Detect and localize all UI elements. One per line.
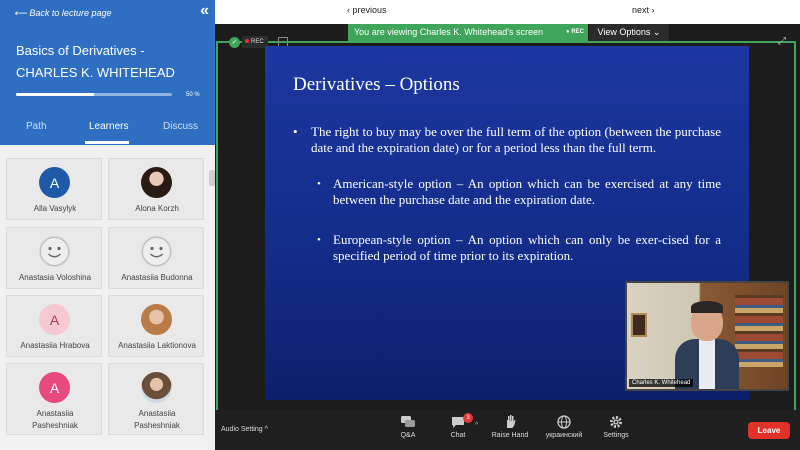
learner-card[interactable] <box>6 158 102 220</box>
course-progress-fill <box>16 93 94 96</box>
learner-name: Anastasia Voloshina <box>18 273 92 282</box>
collapse-sidebar-icon[interactable]: « <box>200 2 209 19</box>
zoom-meeting-window <box>215 24 800 450</box>
arrow-left-icon: ⟵ <box>14 8 27 18</box>
bookshelf <box>735 295 783 367</box>
next-label: next <box>632 5 650 15</box>
learner-card[interactable] <box>6 363 102 435</box>
learner-card[interactable] <box>6 295 102 357</box>
sidebar-header <box>0 0 215 145</box>
leave-button[interactable]: Leave <box>748 422 790 439</box>
smiley-icon <box>141 236 172 267</box>
tab-path[interactable]: Path <box>26 121 47 132</box>
learner-name-line1: Anastasiia <box>138 409 176 418</box>
chevron-right-icon: › <box>649 5 655 15</box>
settings-button[interactable] <box>591 415 641 439</box>
chevron-down-icon: ⌄ <box>652 27 661 37</box>
language-interpretation-button[interactable] <box>539 415 589 439</box>
avatar <box>39 236 70 267</box>
globe-icon <box>539 415 589 430</box>
learner-name: Alla Vasylyk <box>33 204 77 213</box>
audio-setting-label: Audio Setting <box>221 426 263 433</box>
slide-title: Derivatives – Options <box>293 74 460 95</box>
lecture-nav-bar <box>215 0 800 24</box>
banner-rec-label: REC <box>571 29 584 35</box>
speaker-video-tile[interactable] <box>625 281 789 391</box>
slide-sub-bullet-text: American-style option – An option which can be exercised at any time between the purchase date and the expiration date. <box>333 176 721 207</box>
previous-button[interactable] <box>347 5 387 15</box>
view-options-label: View Options <box>597 27 651 37</box>
smiley-icon <box>39 236 70 267</box>
avatar: A <box>39 304 70 335</box>
qa-label: Q&A <box>400 432 416 439</box>
avatar <box>141 167 172 198</box>
sidebar-tabs <box>0 117 215 145</box>
slide-bullet-text: The right to buy may be over the full term of the option (between the purchase date and the expiration date) or for a period less than the full term. <box>311 124 721 155</box>
audio-setting-button[interactable] <box>221 426 268 433</box>
raise-hand-label: Raise Hand <box>491 432 529 439</box>
learner-name-line2: Pasheshniak <box>134 421 180 430</box>
speaker-hair <box>691 301 723 313</box>
record-dot-icon <box>245 39 249 43</box>
banner-rec-indicator: ● REC <box>566 29 584 35</box>
bullet-icon: • <box>317 178 321 190</box>
view-options-button[interactable] <box>589 24 669 41</box>
avatar <box>141 372 172 403</box>
course-title-line2: CHARLES K. WHITEHEAD <box>16 65 175 80</box>
screen-share-banner <box>348 24 588 41</box>
raise-hand-button[interactable] <box>485 415 535 439</box>
bullet-icon: • <box>317 234 321 246</box>
learner-card[interactable] <box>108 363 204 435</box>
back-link-label: Back to lecture page <box>29 8 112 18</box>
learner-card[interactable] <box>108 227 204 289</box>
next-button[interactable] <box>632 5 655 15</box>
picture-frame <box>631 313 647 337</box>
learner-name-line2: Pasheshniak <box>32 421 78 430</box>
learner-name-line1: Anastasiia <box>36 409 74 418</box>
learner-name: Anastasiia Hrabova <box>20 341 90 350</box>
meeting-toolbar <box>215 410 800 450</box>
speaker-shirt <box>699 339 715 389</box>
raise-hand-icon <box>485 415 535 430</box>
learner-card[interactable] <box>108 158 204 220</box>
settings-label: Settings <box>603 432 629 439</box>
tab-discuss[interactable]: Discuss <box>163 121 199 132</box>
language-label: украинский <box>545 432 583 439</box>
course-progress-bar <box>16 93 172 96</box>
chevron-up-icon: ^ <box>264 426 268 433</box>
course-title <box>16 40 206 84</box>
qa-icon <box>383 415 433 430</box>
learner-name: Anastasiia Budonna <box>121 273 193 282</box>
fullscreen-expand-icon[interactable]: ⤢ <box>778 36 786 47</box>
sidebar <box>0 0 215 450</box>
chevron-left-icon: ‹ <box>347 5 353 15</box>
avatar: A <box>39 372 70 403</box>
qa-button[interactable] <box>383 415 433 439</box>
slide-bullet <box>293 124 721 156</box>
shield-check-icon[interactable]: ✓ <box>229 37 240 48</box>
active-tab-indicator <box>85 141 129 144</box>
learner-name: Alona Korzh <box>135 204 179 213</box>
rec-label: REC <box>251 39 264 45</box>
avatar <box>141 236 172 267</box>
bullet-icon: • <box>293 124 298 139</box>
learner-name: Anastasiia Laktionova <box>118 341 196 350</box>
chevron-up-icon[interactable]: ^ <box>475 422 479 429</box>
slide-sub-bullet <box>317 176 721 208</box>
video-background <box>627 283 787 389</box>
speaker-name-label: Charles K. Whitehead <box>629 379 693 387</box>
learners-grid <box>0 145 215 450</box>
chat-label: Chat <box>450 432 466 439</box>
course-progress-label: 50 % <box>186 92 200 98</box>
previous-label: previous <box>352 5 387 15</box>
learner-card[interactable] <box>6 227 102 289</box>
chat-unread-badge: 3 <box>463 413 473 423</box>
slide-sub-bullet <box>317 232 721 264</box>
avatar: A <box>39 167 70 198</box>
gear-icon <box>591 415 641 430</box>
course-title-line1: Basics of Derivatives - <box>16 43 145 58</box>
learner-card[interactable] <box>108 295 204 357</box>
tab-learners[interactable]: Learners <box>89 121 129 132</box>
speaker-figure <box>675 303 739 389</box>
avatar <box>141 304 172 335</box>
back-to-lecture-link[interactable] <box>14 8 111 19</box>
share-banner-text: You are viewing Charles K. Whitehead's screen <box>354 27 543 37</box>
slide-sub-bullet-text: European-style option – An option which can only be exer-cised for a specified period of time prior to its expiration. <box>333 232 721 263</box>
